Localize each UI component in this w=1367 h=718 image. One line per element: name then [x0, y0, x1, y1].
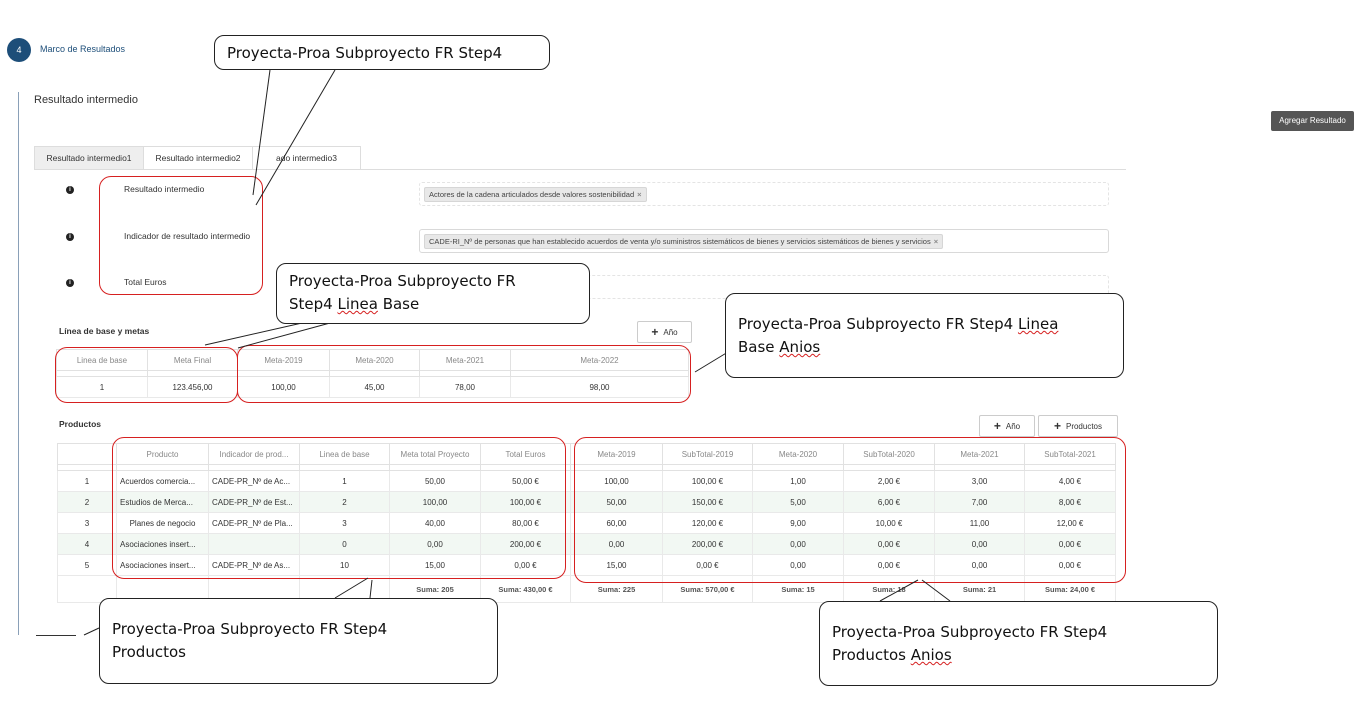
row-number: 5 — [58, 555, 117, 576]
callout-text: Proyecta-Proa Subproyecto FR Step4 — [832, 623, 1108, 641]
section-title: Resultado intermedio — [34, 94, 138, 106]
table-cell[interactable]: 50,00 — [571, 492, 663, 513]
table-cell[interactable]: 11,00 — [935, 513, 1025, 534]
table-cell[interactable]: 12,00 € — [1025, 513, 1116, 534]
table-cell[interactable]: 0,00 € — [844, 555, 935, 576]
total-euros-label: Total Euros — [124, 277, 167, 287]
column-header[interactable]: Meta-2019 — [238, 350, 330, 371]
table-cell[interactable]: 40,00 — [390, 513, 481, 534]
table-cell[interactable]: CADE-PR_Nº de Ac... — [209, 471, 300, 492]
tab-resultado-intermedio-1[interactable]: Resultado intermedio1 — [34, 146, 144, 170]
row-number: 1 — [58, 471, 117, 492]
table-cell[interactable]: 4,00 € — [1025, 471, 1116, 492]
table-cell[interactable]: 80,00 € — [481, 513, 571, 534]
column-header[interactable]: Meta total Proyecto — [390, 444, 481, 465]
table-cell[interactable]: 0,00 — [390, 534, 481, 555]
column-header[interactable]: Indicador de prod... — [209, 444, 300, 465]
table-cell[interactable]: 98,00 — [511, 377, 689, 398]
table-cell[interactable]: Estudios de Merca... — [117, 492, 209, 513]
table-cell[interactable]: 0,00 € — [663, 555, 753, 576]
sum-cell: Suma: 15 — [753, 576, 844, 603]
connector-line — [256, 70, 335, 205]
table-cell[interactable]: 0 — [300, 534, 390, 555]
connector-line — [335, 578, 368, 598]
chip-remove-icon[interactable]: × — [933, 237, 939, 246]
callout-productos — [99, 598, 498, 684]
column-header[interactable]: Linea de base — [57, 350, 148, 371]
sum-cell: Suma: 430,00 € — [481, 576, 571, 603]
callout-text: Proyecta-Proa Subproyecto FR Step4 — [227, 44, 503, 62]
table-cell[interactable]: 123.456,00 — [148, 377, 238, 398]
table-cell[interactable]: 1,00 — [753, 471, 844, 492]
row-number: 4 — [58, 534, 117, 555]
connector-line — [253, 70, 270, 195]
callout-linea-base — [276, 263, 590, 324]
callout-text: Base — [377, 295, 420, 313]
table-cell[interactable]: 200,00 € — [481, 534, 571, 555]
table-cell[interactable]: 150,00 € — [663, 492, 753, 513]
tab-resultado-intermedio-3[interactable]: ado intermedio3 — [252, 146, 361, 170]
plus-icon: + — [651, 325, 659, 339]
table-cell[interactable]: 100,00 € — [663, 471, 753, 492]
table-cell[interactable]: 100,00 € — [481, 492, 571, 513]
table-cell[interactable]: 100,00 — [390, 492, 481, 513]
callout-text: Anios — [779, 338, 821, 356]
sum-cell: Suma: 18 — [844, 576, 935, 603]
table-cell[interactable]: 1 — [57, 377, 148, 398]
callout-step4 — [214, 35, 550, 70]
table-cell[interactable]: 200,00 € — [663, 534, 753, 555]
column-header[interactable]: Total Euros — [481, 444, 571, 465]
callout-linea-base-anios — [725, 293, 1124, 378]
step-4-label[interactable]: Marco de Resultados — [40, 44, 126, 54]
connector-line — [370, 580, 372, 598]
table-cell[interactable]: 6,00 € — [844, 492, 935, 513]
column-header[interactable]: Meta-2019 — [571, 444, 663, 465]
table-cell[interactable]: 0,00 € — [481, 555, 571, 576]
table-cell[interactable]: CADE-PR_Nº de Est... — [209, 492, 300, 513]
table-cell[interactable]: 1 — [300, 471, 390, 492]
column-header[interactable]: Meta-2020 — [753, 444, 844, 465]
table-cell[interactable]: 0,00 € — [844, 534, 935, 555]
table-cell[interactable]: Planes de negocio — [117, 513, 209, 534]
callout-text: Proyecta-Proa Subproyecto FR Step4 — [738, 315, 1018, 333]
callout-text: Linea — [1017, 315, 1059, 333]
column-header[interactable]: Meta-2020 — [330, 350, 420, 371]
table-cell[interactable]: 45,00 — [330, 377, 420, 398]
table-cell[interactable]: 0,00 € — [1025, 555, 1116, 576]
plus-icon: + — [993, 419, 1001, 433]
connector-line — [695, 352, 728, 372]
table-cell[interactable]: 50,00 — [390, 471, 481, 492]
callout-text-line — [738, 313, 1111, 336]
step-number: 4 — [16, 45, 22, 55]
table-cell[interactable]: 0,00 — [935, 534, 1025, 555]
indicador-chip-text: CADE-RI_Nº de personas que han establecido acuerdos de venta y/o suministros sistemáticos de bienes y servicios sistemáticos de bienes y servicios — [429, 237, 931, 246]
table-cell[interactable]: Asociaciones insert... — [117, 534, 209, 555]
table-cell[interactable]: 15,00 — [571, 555, 663, 576]
callout-text-line — [832, 644, 1205, 667]
table-cell[interactable]: 9,00 — [753, 513, 844, 534]
table-cell[interactable]: 10 — [300, 555, 390, 576]
sum-cell: Suma: 24,00 € — [1025, 576, 1116, 603]
table-cell[interactable]: 2 — [300, 492, 390, 513]
resultado-chip-text: Actores de la cadena articulados desde valores sostenibilidad — [429, 190, 635, 199]
sum-cell: Suma: 570,00 € — [663, 576, 753, 603]
chip-remove-icon[interactable]: × — [637, 190, 642, 199]
resultado-intermedio-label: Resultado intermedio — [124, 184, 205, 194]
callout-text: Productos — [112, 643, 186, 661]
info-circle-icon[interactable]: i — [66, 233, 74, 241]
connector-line — [922, 580, 950, 601]
callout-text: Step4 — [289, 295, 338, 313]
table-cell[interactable]: 100,00 — [571, 471, 663, 492]
baseline-title: Línea de base y metas — [59, 326, 150, 336]
plus-icon: + — [1053, 419, 1061, 433]
table-cell[interactable]: Asociaciones insert... — [117, 555, 209, 576]
table-cell[interactable]: 3,00 — [935, 471, 1025, 492]
table-cell[interactable]: CADE-PR_Nº de As... — [209, 555, 300, 576]
table-cell[interactable]: 10,00 € — [844, 513, 935, 534]
connector-line — [84, 628, 99, 635]
column-header[interactable]: Meta-2022 — [511, 350, 689, 371]
indicador-label: Indicador de resultado intermedio — [124, 231, 251, 241]
add-result-button[interactable]: Agregar Resultado — [1271, 111, 1354, 131]
column-header[interactable]: SubTotal-2021 — [1025, 444, 1116, 465]
table-cell[interactable]: 60,00 — [571, 513, 663, 534]
table-cell[interactable]: 78,00 — [420, 377, 511, 398]
column-header[interactable]: Meta-2021 — [420, 350, 511, 371]
table-cell[interactable]: 5,00 — [753, 492, 844, 513]
tab-resultado-intermedio-2[interactable]: Resultado intermedio2 — [143, 146, 253, 170]
column-header[interactable]: SubTotal-2020 — [844, 444, 935, 465]
table-cell[interactable]: 7,00 — [935, 492, 1025, 513]
products-title: Productos — [59, 419, 102, 429]
table-cell[interactable]: 0,00 — [753, 555, 844, 576]
callout-text: Proyecta-Proa Subproyecto FR Step4 — [112, 620, 388, 638]
table-cell[interactable]: Acuerdos comercia... — [117, 471, 209, 492]
info-circle-icon[interactable]: i — [66, 186, 74, 194]
table-cell[interactable]: 3 — [300, 513, 390, 534]
row-number: 2 — [58, 492, 117, 513]
table-cell[interactable]: 0,00 — [571, 534, 663, 555]
column-header[interactable]: Meta-2021 — [935, 444, 1025, 465]
connector-line — [880, 580, 918, 601]
table-cell[interactable]: 0,00 — [753, 534, 844, 555]
callout-text: Productos — [832, 646, 911, 664]
callout-productos-anios — [819, 601, 1218, 686]
table-cell[interactable]: CADE-PR_Nº de Pla... — [209, 513, 300, 534]
callout-text: Anios — [910, 646, 952, 664]
column-header[interactable]: Linea de base — [300, 444, 390, 465]
table-cell[interactable]: 15,00 — [390, 555, 481, 576]
connector-line — [205, 323, 302, 345]
info-circle-icon[interactable]: i — [66, 279, 74, 287]
column-header[interactable]: SubTotal-2019 — [663, 444, 753, 465]
column-header[interactable]: Meta Final — [148, 350, 238, 371]
table-cell[interactable]: 100,00 — [238, 377, 330, 398]
table-cell[interactable]: 2,00 € — [844, 471, 935, 492]
add-year-label: Año — [1005, 422, 1021, 431]
table-cell[interactable]: 120,00 € — [663, 513, 753, 534]
table-cell[interactable]: 0,00 — [935, 555, 1025, 576]
column-header[interactable]: Producto — [117, 444, 209, 465]
callout-text-line — [289, 293, 577, 316]
sum-cell: Suma: 21 — [935, 576, 1025, 603]
callout-text: Proyecta-Proa Subproyecto FR — [289, 272, 516, 290]
add-year-label: Año — [663, 328, 678, 337]
table-cell[interactable]: 8,00 € — [1025, 492, 1116, 513]
add-products-label: Productos — [1065, 422, 1103, 431]
row-number: 3 — [58, 513, 117, 534]
callout-text: Linea — [337, 295, 378, 313]
table-cell[interactable]: 0,00 € — [1025, 534, 1116, 555]
callout-text-line — [738, 336, 1111, 359]
table-cell[interactable]: 50,00 € — [481, 471, 571, 492]
callout-text: Base — [738, 338, 780, 356]
sum-cell: Suma: 225 — [571, 576, 663, 603]
sum-cell: Suma: 205 — [390, 576, 481, 603]
